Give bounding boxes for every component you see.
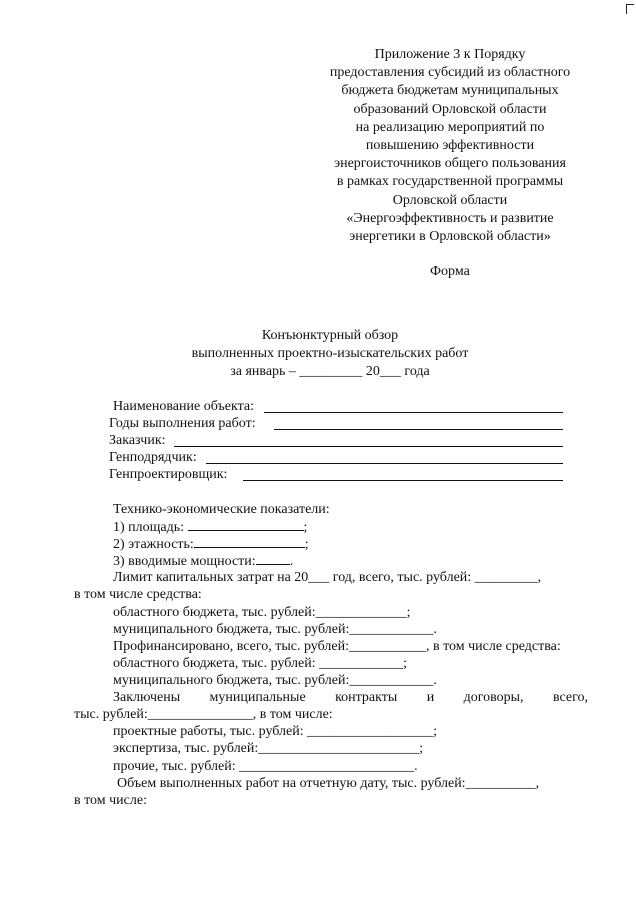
capacity-row: 3) вводимые мощности: . — [113, 554, 294, 569]
contracts-line: Заключены муниципальные контракты и договоры, всего, — [113, 690, 588, 705]
general-contractor-field[interactable] — [206, 463, 563, 464]
scan-corner-mark — [626, 4, 627, 14]
regional-budget-2: областного бюджета, тыс. рублей: ____________; — [113, 656, 408, 671]
document-title — [150, 327, 510, 381]
general-designer-label: Генпроектировщик: — [109, 467, 228, 482]
title-line-3: за январь – _________ 20___ года — [230, 364, 430, 379]
appendix-line: Приложение 3 к Порядку — [374, 47, 526, 62]
appendix-line: энергоисточников общего пользования — [334, 156, 566, 172]
area-label: 1) площадь: — [113, 520, 185, 535]
customer-label: Заказчик: — [109, 433, 166, 448]
financed-line: Профинансировано, всего, тыс. рублей:___________, в том числе средства: — [113, 639, 561, 654]
appendix-line: предоставления субсидий из областного — [329, 65, 571, 81]
appendix-line: образований Орловской области — [353, 101, 547, 117]
general-designer-field[interactable] — [243, 480, 563, 481]
work-years-field[interactable] — [274, 429, 563, 430]
title-line-1: Конъюнктурный обзор — [261, 328, 399, 343]
floors-label: 2) этажность: — [113, 537, 194, 552]
municipal-budget-2: муниципального бюджета, тыс. рублей:____________. — [113, 673, 437, 688]
completed-volume-line: Объем выполненных работ на отчетную дату, тыс. рублей:__________, — [117, 776, 540, 791]
appendix-line: бюджета бюджетам муниципальных — [341, 83, 559, 99]
appendix-line: «Энергоэффективность и развитие — [346, 210, 554, 226]
floors-field[interactable] — [194, 535, 305, 548]
title-line-2: выполненных проектно-изыскательских работ — [191, 346, 469, 361]
municipal-budget-1: муниципального бюджета, тыс. рублей:____________. — [113, 622, 437, 637]
other-line: прочие, тыс. рублей: _________________________. — [113, 759, 418, 774]
regional-budget-1: областного бюджета, тыс. рублей:_____________; — [113, 605, 411, 620]
object-name-field[interactable] — [264, 412, 563, 413]
design-works-line: проектные работы, тыс. рублей: __________________; — [113, 724, 438, 739]
object-name-label: Наименование объекта: — [113, 399, 254, 414]
scan-corner-mark — [626, 4, 634, 5]
completed-volume-cont: в том числе: — [74, 793, 147, 808]
floors-row: 2) этажность: ; — [113, 537, 309, 552]
capex-limit-line: Лимит капитальных затрат на 20___ год, всего, тыс. рублей: _________, — [113, 570, 542, 585]
customer-field[interactable] — [174, 446, 563, 447]
capacity-label: 3) вводимые мощности: — [113, 554, 256, 569]
appendix-line: энергетики в Орловской области» — [349, 229, 551, 245]
contracts-cont: тыс. рублей:_______________, в том числе: — [74, 707, 333, 722]
general-contractor-label: Генподрядчик: — [109, 450, 197, 465]
appendix-line: Орловской области — [392, 192, 508, 208]
appendix-line: в рамках государственной программы — [336, 174, 564, 190]
work-years-label: Годы выполнения работ: — [109, 416, 256, 431]
area-row: 1) площадь: ; — [113, 520, 308, 535]
appendix-line: повышению эффективности — [365, 138, 535, 154]
area-field[interactable] — [188, 518, 304, 531]
indicators-heading: Технико-экономические показатели: — [113, 502, 330, 517]
expertise-line: экспертиза, тыс. рублей:_______________________; — [113, 741, 424, 756]
form-label: Форма — [430, 264, 470, 279]
capacity-field[interactable] — [256, 552, 290, 565]
appendix-header — [314, 46, 586, 246]
appendix-line: на реализацию мероприятий по — [355, 119, 545, 135]
capex-limit-cont: в том числе средства: — [74, 587, 202, 602]
